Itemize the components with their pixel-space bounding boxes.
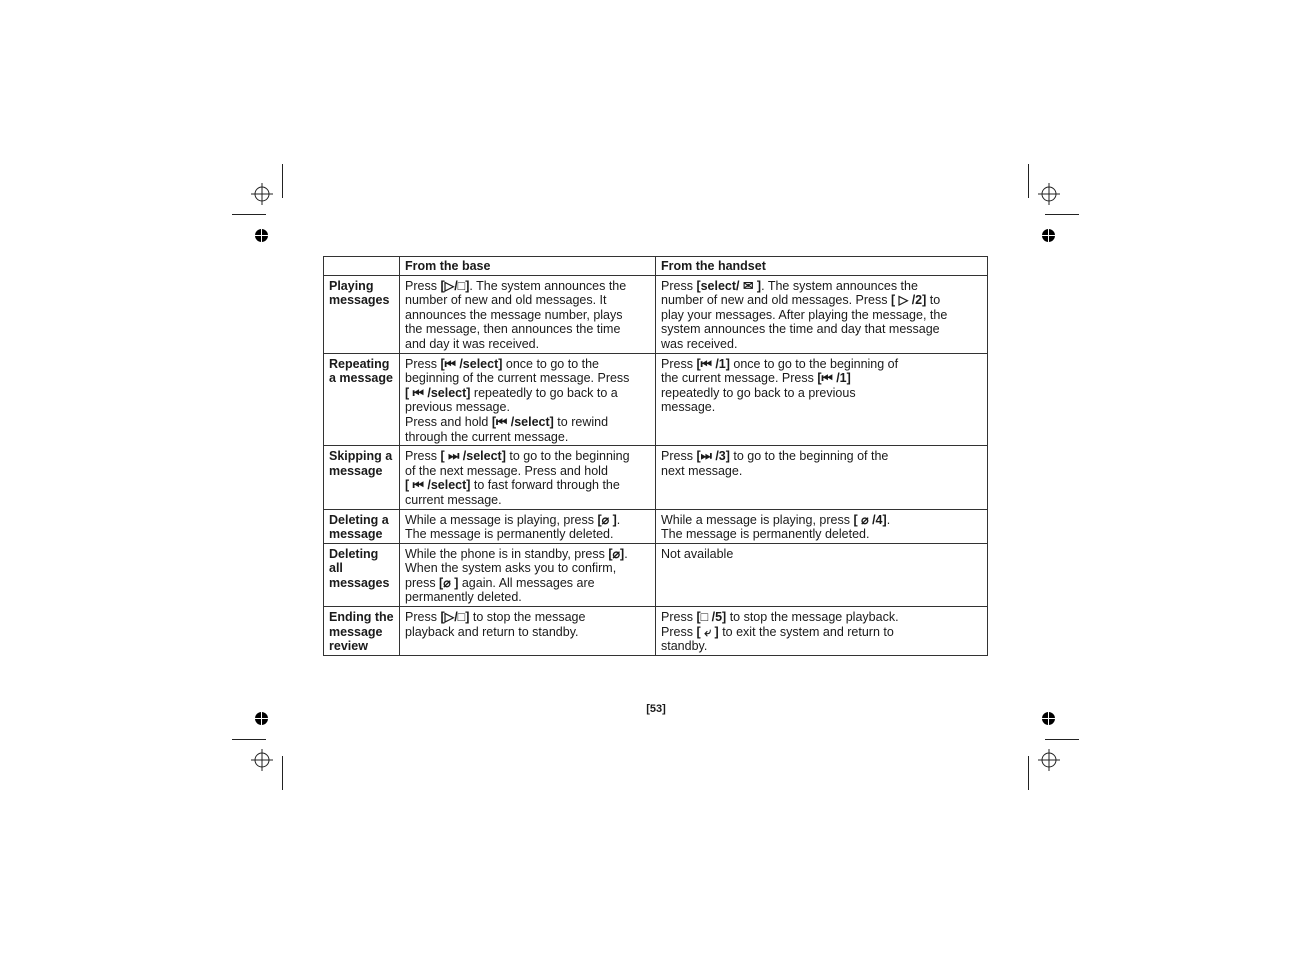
instruction-line (661, 322, 982, 337)
instruction-text: to stop the message (469, 610, 586, 625)
key-label: [▷/□] (440, 278, 470, 293)
instruction-text: number of new and old messages. Press (661, 293, 891, 308)
instruction-line (405, 400, 650, 415)
instruction-text: to stop the message playback. (726, 610, 899, 625)
instruction-line (661, 371, 982, 386)
instruction-text: current message. (405, 492, 502, 507)
instruction-text: message. (661, 400, 716, 415)
instruction-text: to rewind (553, 414, 609, 429)
header-from-base: From the base (400, 257, 656, 276)
handset-instruction (656, 275, 988, 353)
instruction-text: While the phone is in standby, press (405, 546, 609, 561)
instruction-line (405, 415, 650, 430)
base-instruction (400, 543, 656, 606)
instruction-line (405, 357, 650, 372)
instruction-line (405, 478, 650, 493)
key-label: [ ▷ /2] (890, 293, 927, 308)
row-label-line: Repeating (329, 356, 390, 371)
instruction-line (661, 513, 982, 528)
row-label-line: message (329, 463, 383, 478)
key-label: [ ⤶ ] (696, 624, 719, 639)
instruction-text: previous message. (405, 400, 510, 415)
instruction-line (405, 308, 650, 323)
table-row (324, 446, 988, 509)
page-number: [53] (646, 703, 666, 715)
row-label-line: Skipping a (329, 449, 393, 464)
instruction-text: through the current message. (405, 429, 569, 444)
crop-line (282, 756, 283, 790)
message-playback-table (323, 256, 988, 656)
instruction-text: While a message is playing, press (405, 512, 598, 527)
instruction-line (661, 464, 982, 479)
base-instruction (400, 275, 656, 353)
crop-line (1028, 756, 1029, 790)
crop-line (232, 739, 266, 740)
instruction-text: Press (661, 278, 697, 293)
instruction-text: the message, then announces the time (405, 322, 621, 337)
row-label-line: all (329, 561, 343, 576)
key-label: [⏮ /select] (491, 414, 554, 429)
key-label: [⏮ /1] (817, 371, 851, 386)
instruction-text: to go to the beginning of the (729, 449, 889, 464)
row-label (324, 607, 400, 656)
instruction-text: . The system announces the (761, 278, 918, 293)
row-label (324, 509, 400, 543)
crop-line (1045, 214, 1079, 215)
instruction-line (405, 386, 650, 401)
instruction-text: and day it was received. (405, 336, 540, 351)
base-instruction (400, 353, 656, 446)
instruction-text: next message. (661, 463, 743, 478)
key-label: [ ⏮ /select] (405, 385, 471, 400)
instruction-line (405, 561, 650, 576)
instruction-line (405, 279, 650, 294)
instruction-line (661, 639, 982, 654)
instruction-text: standby. (661, 639, 708, 654)
instruction-text: Press (661, 356, 697, 371)
row-label (324, 353, 400, 446)
key-label: [ ⏭ /select] (440, 449, 506, 464)
key-label: [⏭ /3] (696, 449, 730, 464)
crop-line (232, 214, 266, 215)
registration-target-icon (1037, 182, 1061, 206)
instruction-text: Press (405, 278, 441, 293)
instruction-text: system announces the time and day that message (661, 322, 940, 337)
instruction-text: once to go to the beginning of (729, 356, 899, 371)
row-label (324, 446, 400, 509)
table-header-row (324, 257, 988, 276)
instruction-text: Press (661, 610, 697, 625)
key-label: [⌀] (608, 546, 625, 561)
instruction-line (405, 337, 650, 352)
instruction-text: to (926, 293, 941, 308)
instruction-text: Press (661, 449, 697, 464)
row-label-line: Deleting a (329, 512, 389, 527)
crop-line (1045, 739, 1079, 740)
row-label-line: Playing (329, 278, 374, 293)
row-label-line: messages (329, 575, 390, 590)
key-label: [□ /5] (696, 610, 727, 625)
row-label-line: message (329, 527, 383, 542)
instruction-text: beginning of the current message. Press (405, 371, 630, 386)
key-label: [ ⏮ /select] (405, 478, 471, 493)
registration-target-icon (250, 748, 274, 772)
handset-instruction (656, 607, 988, 656)
row-label-line: Deleting (329, 546, 379, 561)
instruction-line (661, 357, 982, 372)
instruction-text: Press (405, 449, 441, 464)
row-label-line: review (329, 639, 368, 654)
row-label-line: a message (329, 371, 393, 386)
instruction-text: When the system asks you to confirm, (405, 561, 617, 576)
instruction-line (405, 371, 650, 386)
instruction-text: once to go to the (502, 356, 600, 371)
instruction-text: Press and hold (405, 414, 492, 429)
instruction-line (405, 430, 650, 445)
instruction-line (661, 610, 982, 625)
handset-instruction (656, 446, 988, 509)
instruction-line (405, 449, 650, 464)
instruction-text: . (886, 512, 891, 527)
instruction-text: permanently deleted. (405, 590, 522, 605)
registration-target-icon (1037, 748, 1061, 772)
instruction-text: press (405, 575, 440, 590)
instruction-text: the current message. Press (661, 371, 818, 386)
instruction-line (405, 527, 650, 542)
instruction-text: Press (661, 624, 697, 639)
instruction-line (661, 337, 982, 352)
key-label: [▷/□] (440, 610, 470, 625)
key-label: [⌀ ] (597, 512, 617, 527)
key-label: [⏮ /1] (696, 356, 730, 371)
header-empty-cell (324, 257, 400, 276)
instruction-text: playback and return to standby. (405, 624, 579, 639)
instruction-line (405, 590, 650, 605)
instruction-text: repeatedly to go back to a (470, 385, 618, 400)
row-label-line: messages (329, 293, 390, 308)
instruction-text: Press (405, 610, 441, 625)
table-row (324, 509, 988, 543)
instruction-text: The message is permanently deleted. (405, 527, 614, 542)
key-label: [⏮ /select] (440, 356, 503, 371)
instruction-text: number of new and old messages. It (405, 293, 607, 308)
table-row (324, 353, 988, 446)
instruction-text: While a message is playing, press (661, 512, 854, 527)
instruction-text: The message is permanently deleted. (661, 527, 870, 542)
base-instruction (400, 446, 656, 509)
instruction-text: announces the message number, plays (405, 307, 623, 322)
registration-dot-icon (255, 229, 268, 242)
base-instruction (400, 509, 656, 543)
instruction-line (661, 279, 982, 294)
crop-line (1028, 164, 1029, 198)
crop-line (282, 164, 283, 198)
instruction-line (661, 386, 982, 401)
instruction-text: Press (405, 356, 441, 371)
instruction-line (405, 576, 650, 591)
instruction-line (661, 400, 982, 415)
instruction-line (405, 547, 650, 562)
row-label (324, 543, 400, 606)
instruction-text: . (624, 546, 628, 561)
instruction-line (661, 449, 982, 464)
key-label: [select/ ✉ ] (696, 278, 762, 293)
instruction-text: . The system announces the (469, 278, 627, 293)
instruction-line (661, 547, 982, 562)
instruction-line (405, 322, 650, 337)
instruction-line (661, 625, 982, 640)
instruction-line (405, 493, 650, 508)
handset-instruction (656, 543, 988, 606)
instruction-text: of the next message. Press and hold (405, 463, 608, 478)
instruction-line (405, 625, 650, 640)
instruction-text: was received. (661, 336, 738, 351)
instruction-line (661, 308, 982, 323)
instruction-line (661, 527, 982, 542)
header-from-handset: From the handset (656, 257, 988, 276)
instruction-text: to go to the beginning (505, 449, 630, 464)
instruction-line (405, 464, 650, 479)
instruction-text: repeatedly to go back to a previous (661, 385, 856, 400)
table-row (324, 607, 988, 656)
row-label-line: Ending the (329, 610, 394, 625)
instruction-text: Not available (661, 546, 734, 561)
instruction-text: to fast forward through the (470, 478, 620, 493)
key-label: [⌀ ] (439, 575, 459, 590)
instruction-text: again. All messages are (458, 575, 595, 590)
table-row (324, 275, 988, 353)
row-label (324, 275, 400, 353)
instruction-text: to exit the system and return to (718, 624, 894, 639)
instruction-line (405, 610, 650, 625)
instruction-text: play your messages. After playing the message, the (661, 307, 948, 322)
instruction-line (661, 293, 982, 308)
instruction-text: . (616, 512, 621, 527)
row-label-line: message (329, 624, 383, 639)
instruction-line (405, 513, 650, 528)
key-label: [ ⌀ /4] (853, 512, 887, 527)
registration-dot-icon (1042, 229, 1055, 242)
handset-instruction (656, 353, 988, 446)
instruction-line (405, 293, 650, 308)
registration-target-icon (250, 182, 274, 206)
table-row (324, 543, 988, 606)
handset-instruction (656, 509, 988, 543)
base-instruction (400, 607, 656, 656)
